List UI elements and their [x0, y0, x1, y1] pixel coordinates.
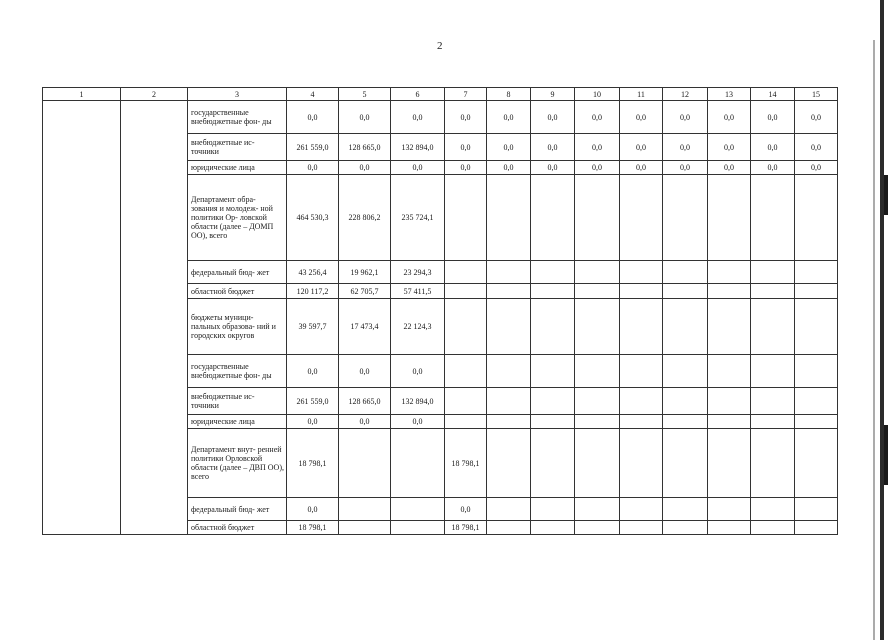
- value-cell: [620, 388, 663, 415]
- value-cell: [708, 355, 751, 388]
- value-cell: [575, 284, 620, 299]
- value-cell: 0,0: [287, 101, 339, 134]
- column-header: 1: [43, 88, 121, 101]
- value-cell: [445, 261, 487, 284]
- column-header: 5: [339, 88, 391, 101]
- row-label: Департамент внут- ренней политики Орловской области (далее – ДВП ОО), всего: [188, 429, 287, 498]
- column-header: 12: [663, 88, 708, 101]
- value-cell: 132 894,0: [391, 134, 445, 161]
- value-cell: 0,0: [575, 161, 620, 175]
- value-cell: 18 798,1: [287, 429, 339, 498]
- value-cell: [663, 521, 708, 535]
- value-cell: 0,0: [287, 498, 339, 521]
- value-cell: [445, 415, 487, 429]
- value-cell: [751, 521, 795, 535]
- column-1-cell: [43, 101, 121, 535]
- value-cell: 0,0: [287, 161, 339, 175]
- value-cell: [487, 521, 531, 535]
- value-cell: [531, 498, 575, 521]
- value-cell: 23 294,3: [391, 261, 445, 284]
- value-cell: [531, 261, 575, 284]
- value-cell: [391, 498, 445, 521]
- value-cell: [751, 299, 795, 355]
- value-cell: [575, 429, 620, 498]
- value-cell: 19 962,1: [339, 261, 391, 284]
- column-header: 9: [531, 88, 575, 101]
- row-label: государственные внебюджетные фон- ды: [188, 355, 287, 388]
- value-cell: [795, 355, 838, 388]
- value-cell: [487, 261, 531, 284]
- column-header: 13: [708, 88, 751, 101]
- value-cell: [663, 429, 708, 498]
- value-cell: [795, 415, 838, 429]
- value-cell: 0,0: [445, 134, 487, 161]
- value-cell: [575, 261, 620, 284]
- value-cell: 0,0: [663, 134, 708, 161]
- value-cell: [487, 415, 531, 429]
- value-cell: 62 705,7: [339, 284, 391, 299]
- table-header-row: [43, 88, 838, 101]
- value-cell: [445, 299, 487, 355]
- value-cell: [531, 415, 575, 429]
- value-cell: 261 559,0: [287, 134, 339, 161]
- value-cell: [445, 355, 487, 388]
- value-cell: [531, 175, 575, 261]
- value-cell: 0,0: [531, 134, 575, 161]
- value-cell: 228 806,2: [339, 175, 391, 261]
- value-cell: 0,0: [531, 161, 575, 175]
- value-cell: [575, 415, 620, 429]
- column-header: 3: [188, 88, 287, 101]
- column-2-cell: [121, 101, 188, 535]
- value-cell: 0,0: [445, 161, 487, 175]
- value-cell: [445, 388, 487, 415]
- value-cell: [487, 388, 531, 415]
- value-cell: 0,0: [531, 101, 575, 134]
- value-cell: [663, 388, 708, 415]
- value-cell: 18 798,1: [445, 521, 487, 535]
- value-cell: 0,0: [663, 101, 708, 134]
- value-cell: 0,0: [663, 161, 708, 175]
- column-header: 15: [795, 88, 838, 101]
- row-label: федеральный бюд- жет: [188, 498, 287, 521]
- value-cell: 0,0: [391, 415, 445, 429]
- value-cell: 235 724,1: [391, 175, 445, 261]
- value-cell: [620, 429, 663, 498]
- value-cell: 0,0: [708, 134, 751, 161]
- value-cell: [663, 498, 708, 521]
- value-cell: 0,0: [575, 101, 620, 134]
- column-header: 10: [575, 88, 620, 101]
- scan-mark: [884, 175, 888, 215]
- value-cell: 0,0: [751, 134, 795, 161]
- value-cell: [620, 299, 663, 355]
- value-cell: [487, 355, 531, 388]
- value-cell: 0,0: [287, 415, 339, 429]
- value-cell: 0,0: [620, 101, 663, 134]
- value-cell: [620, 175, 663, 261]
- value-cell: [620, 355, 663, 388]
- value-cell: 0,0: [339, 355, 391, 388]
- value-cell: 128 665,0: [339, 134, 391, 161]
- column-header: 11: [620, 88, 663, 101]
- value-cell: 0,0: [620, 134, 663, 161]
- column-header: 6: [391, 88, 445, 101]
- value-cell: [575, 498, 620, 521]
- value-cell: [663, 355, 708, 388]
- row-label: внебюджетные ис- точники: [188, 134, 287, 161]
- value-cell: 0,0: [287, 355, 339, 388]
- value-cell: [795, 498, 838, 521]
- value-cell: 0,0: [795, 161, 838, 175]
- row-label: федеральный бюд- жет: [188, 261, 287, 284]
- value-cell: [531, 284, 575, 299]
- value-cell: 0,0: [339, 415, 391, 429]
- value-cell: [575, 521, 620, 535]
- value-cell: [751, 388, 795, 415]
- value-cell: [708, 415, 751, 429]
- page-number: 2: [437, 40, 443, 52]
- value-cell: 57 411,5: [391, 284, 445, 299]
- value-cell: [708, 388, 751, 415]
- row-label: бюджеты муници- пальных образова- ний и городских округов: [188, 299, 287, 355]
- value-cell: 0,0: [339, 101, 391, 134]
- value-cell: 0,0: [751, 161, 795, 175]
- value-cell: 0,0: [445, 498, 487, 521]
- row-label: областной бюджет: [188, 284, 287, 299]
- column-header: 14: [751, 88, 795, 101]
- value-cell: [487, 284, 531, 299]
- value-cell: 22 124,3: [391, 299, 445, 355]
- value-cell: [795, 521, 838, 535]
- value-cell: [531, 355, 575, 388]
- scan-mark: [884, 425, 888, 485]
- value-cell: [795, 429, 838, 498]
- row-label: юридические лица: [188, 415, 287, 429]
- value-cell: [575, 355, 620, 388]
- value-cell: [487, 429, 531, 498]
- value-cell: 0,0: [795, 101, 838, 134]
- column-header: 4: [287, 88, 339, 101]
- value-cell: [708, 284, 751, 299]
- value-cell: [751, 355, 795, 388]
- value-cell: [531, 429, 575, 498]
- value-cell: [620, 284, 663, 299]
- value-cell: [795, 175, 838, 261]
- row-label: внебюджетные ис- точники: [188, 388, 287, 415]
- value-cell: [663, 415, 708, 429]
- value-cell: 0,0: [487, 101, 531, 134]
- value-cell: 0,0: [620, 161, 663, 175]
- row-label: юридические лица: [188, 161, 287, 175]
- value-cell: [487, 175, 531, 261]
- column-header: 2: [121, 88, 188, 101]
- row-label: областной бюджет: [188, 521, 287, 535]
- value-cell: 0,0: [751, 101, 795, 134]
- value-cell: 128 665,0: [339, 388, 391, 415]
- value-cell: 17 473,4: [339, 299, 391, 355]
- value-cell: [663, 261, 708, 284]
- value-cell: 39 597,7: [287, 299, 339, 355]
- value-cell: 18 798,1: [445, 429, 487, 498]
- value-cell: [663, 284, 708, 299]
- value-cell: [708, 521, 751, 535]
- value-cell: [391, 521, 445, 535]
- value-cell: [708, 175, 751, 261]
- value-cell: [795, 261, 838, 284]
- value-cell: [487, 498, 531, 521]
- value-cell: 0,0: [391, 101, 445, 134]
- value-cell: 464 530,3: [287, 175, 339, 261]
- value-cell: [339, 498, 391, 521]
- column-header: 8: [487, 88, 531, 101]
- value-cell: 0,0: [487, 134, 531, 161]
- value-cell: [620, 261, 663, 284]
- value-cell: [751, 175, 795, 261]
- value-cell: [708, 498, 751, 521]
- scan-edge: [880, 0, 884, 640]
- value-cell: [795, 284, 838, 299]
- value-cell: [531, 388, 575, 415]
- row-label: государственные внебюджетные фон- ды: [188, 101, 287, 134]
- value-cell: 0,0: [487, 161, 531, 175]
- value-cell: [339, 429, 391, 498]
- value-cell: [575, 299, 620, 355]
- value-cell: 261 559,0: [287, 388, 339, 415]
- value-cell: 0,0: [445, 101, 487, 134]
- value-cell: [445, 284, 487, 299]
- value-cell: 18 798,1: [287, 521, 339, 535]
- value-cell: [708, 299, 751, 355]
- value-cell: [487, 299, 531, 355]
- value-cell: 0,0: [575, 134, 620, 161]
- value-cell: 0,0: [708, 101, 751, 134]
- value-cell: [708, 261, 751, 284]
- budget-table: [42, 87, 838, 535]
- value-cell: [751, 261, 795, 284]
- value-cell: 0,0: [391, 161, 445, 175]
- value-cell: [620, 521, 663, 535]
- value-cell: [620, 498, 663, 521]
- value-cell: [751, 284, 795, 299]
- value-cell: [445, 175, 487, 261]
- value-cell: [751, 415, 795, 429]
- value-cell: [663, 299, 708, 355]
- row-label: Департамент обра- зования и молодеж- ной политики Ор- ловской области (далее – ДОМП ОО), всего: [188, 175, 287, 261]
- value-cell: [339, 521, 391, 535]
- table-row: [43, 101, 838, 134]
- value-cell: 0,0: [708, 161, 751, 175]
- value-cell: [620, 415, 663, 429]
- value-cell: [663, 175, 708, 261]
- value-cell: 132 894,0: [391, 388, 445, 415]
- value-cell: [795, 388, 838, 415]
- column-header: 7: [445, 88, 487, 101]
- value-cell: [531, 299, 575, 355]
- value-cell: 43 256,4: [287, 261, 339, 284]
- value-cell: 0,0: [339, 161, 391, 175]
- value-cell: [751, 429, 795, 498]
- value-cell: [795, 299, 838, 355]
- value-cell: [575, 175, 620, 261]
- value-cell: 0,0: [795, 134, 838, 161]
- value-cell: [531, 521, 575, 535]
- value-cell: 120 117,2: [287, 284, 339, 299]
- value-cell: [708, 429, 751, 498]
- value-cell: 0,0: [391, 355, 445, 388]
- value-cell: [751, 498, 795, 521]
- value-cell: [391, 429, 445, 498]
- scan-edge-shadow: [873, 40, 875, 640]
- value-cell: [575, 388, 620, 415]
